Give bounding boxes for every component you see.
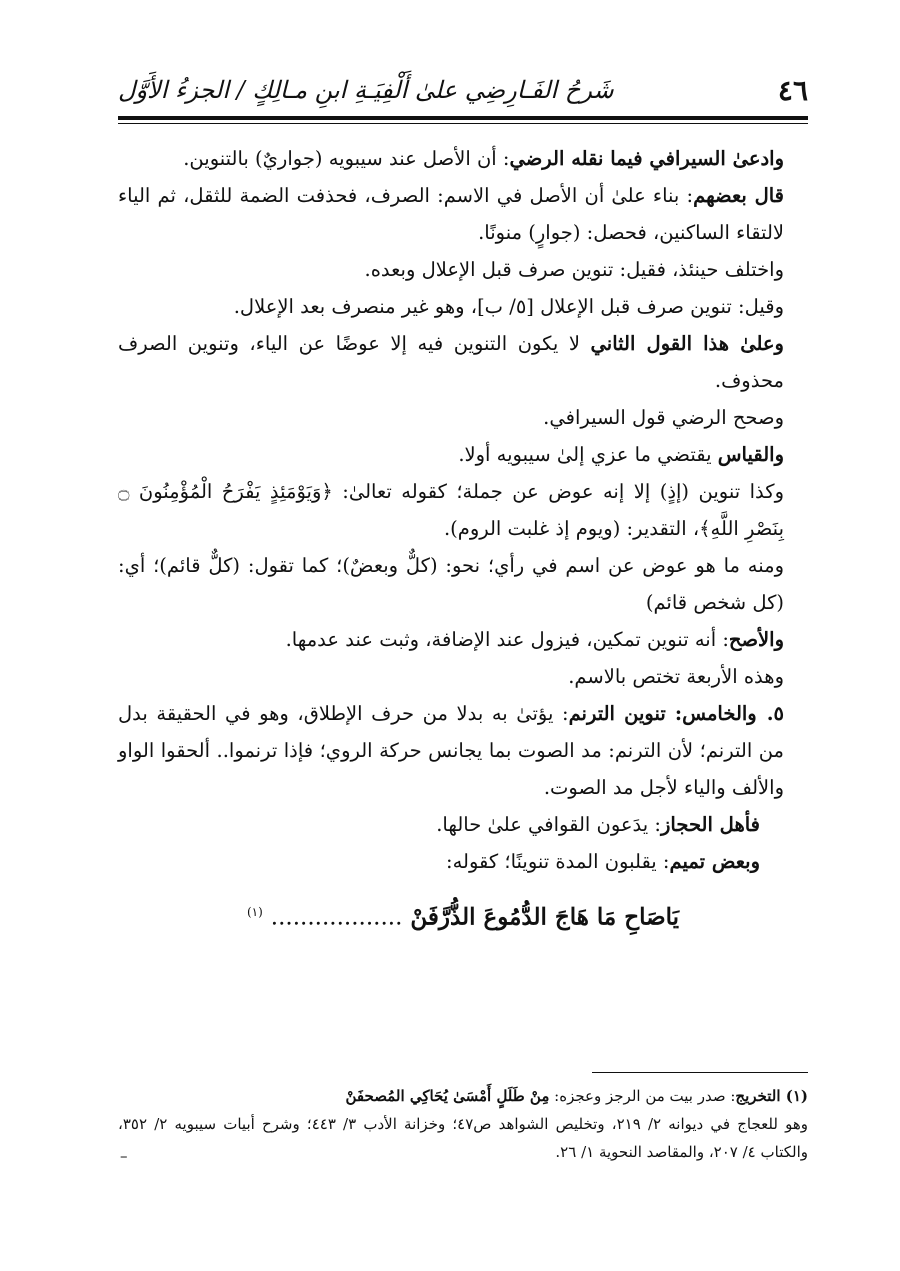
bold-lead: قال بعضهم (693, 184, 784, 207)
paragraph-quran: وكذا تنوين (إذٍ) إلا إنه عوض عن جملة؛ كقوله تعالىٰ: ﴿وَيَوْمَئِذٍ يَفْرَحُ الْمُؤْمِنُونَ ۝ بِنَصْرِ اللَّهِ﴾، التقدير: (ويوم إذ غلبت الروم). (118, 480, 784, 540)
footnote-label: (١) التخريج (735, 1087, 808, 1105)
footnote-1 (118, 1082, 808, 1110)
footnote-references: وهو للعجاج في ديوانه ٢/ ٢١٩، وتخليص الشواهد ص٤٧؛ وخزانة الأدب ٣/ ٤٤٣؛ وشرح أبيات سيبويه ٢/ ٣٥٢، والكتاب ٤/ ٢٠٧، والمقاصد النحوية ١/ ٢٦. (118, 1115, 809, 1161)
paragraph (118, 621, 808, 658)
paragraph: ومنه ما هو عوض عن اسم في رأي؛ نحو: (كلٌّ وبعضٌ)؛ كما تقول: (كلٌّ قائم)؛ أي: (كل شخص قائم) (118, 554, 784, 614)
bold-lead: فأهل الحجاز (661, 813, 760, 836)
header-rule-thick (118, 116, 808, 120)
footnote-marker[interactable]: (١) (246, 905, 263, 919)
verse-dots: .................. (270, 904, 403, 931)
paragraph (118, 140, 808, 177)
paragraph-text: : يؤتىٰ به بدلا من حرف الإطلاق، وهو في الحقيقة بدل من الترنم؛ لأن الترنم: مد الصوت بما يجانس حركة الروي؛ فإذا ترنموا.. ألحقوا الواو والألف والياء لأجل مد الصوت. (118, 702, 784, 799)
footnotes (118, 1082, 808, 1166)
poetry-verse (118, 894, 808, 937)
bold-lead: والقياس (717, 443, 784, 466)
verse-text: يَاصَاحِ مَا هَاجَ الدُّمُوعَ الذُّرَّفَنْ (410, 903, 680, 931)
header-rule-thin (118, 123, 808, 124)
paragraph-text: : بناء علىٰ أن الأصل في الاسم: الصرف، فحذفت الضمة للثقل، ثم الياء لالتقاء الساكنين، فحصل: (جوارٍ) منونًا. (118, 184, 784, 244)
main-text (118, 140, 808, 937)
page-number: ٤٦ (777, 74, 808, 107)
paragraph (118, 325, 808, 399)
paragraph-text: : يدَعون القوافي علىٰ حالها. (436, 813, 661, 836)
footnote-separator (592, 1072, 808, 1073)
page-header (118, 70, 808, 114)
paragraph: واختلف حينئذ، فقيل: تنوين صرف قبل الإعلال وبعده. (364, 258, 784, 281)
bold-lead: والأصح (728, 628, 784, 651)
paragraph: وهذه الأربعة تختص بالاسم. (568, 665, 784, 688)
paragraph-text: : يقلبون المدة تنوينًا؛ كقوله: (446, 850, 670, 873)
bold-lead: وادعىٰ السيرافي فيما نقله الرضي (509, 147, 784, 170)
paragraph-text: لا يكون التنوين فيه إلا عوضًا عن الياء، وتنوين الصرف محذوف. (118, 332, 784, 392)
list-number: ٥. (766, 702, 784, 725)
paragraph: وصحح الرضي قول السيرافي. (543, 406, 784, 429)
paragraph (118, 177, 808, 251)
paragraph-text: : أن الأصل عند سيبويه (جواريٌ) بالتنوين. (183, 147, 510, 170)
bold-lead: وعلىٰ هذا القول الثاني (590, 332, 784, 355)
footnote-text: : صدر بيت من الرجز وعجزه: (549, 1087, 736, 1105)
footnote-verse: مِنْ طَلَلٍ أَمْسَىٰ يُحَاكِي المُصحفَنْ (345, 1087, 550, 1105)
continuation-dash: – (120, 1147, 128, 1165)
paragraph (118, 843, 808, 880)
bold-lead: وبعض تميم (669, 850, 760, 873)
running-title: شَرحُ الفَـارِضِي علىٰ أَلْفِيَـةِ ابنِ مـالِكٍ / الجزءُ الأَوَّل (118, 76, 614, 104)
bold-lead: والخامس: تنوين الترنم (568, 702, 757, 725)
paragraph (118, 436, 808, 473)
list-item-five (118, 695, 808, 806)
paragraph-text: : أنه تنوين تمكين، فيزول عند الإضافة، وثبت عند عدمها. (285, 628, 729, 651)
paragraph: وقيل: تنوين صرف قبل الإعلال [٥/ ب]، وهو غير منصرف بعد الإعلال. (233, 295, 784, 318)
paragraph (118, 806, 808, 843)
paragraph-text: يقتضي ما عزي إلىٰ سيبويه أولا. (458, 443, 718, 466)
